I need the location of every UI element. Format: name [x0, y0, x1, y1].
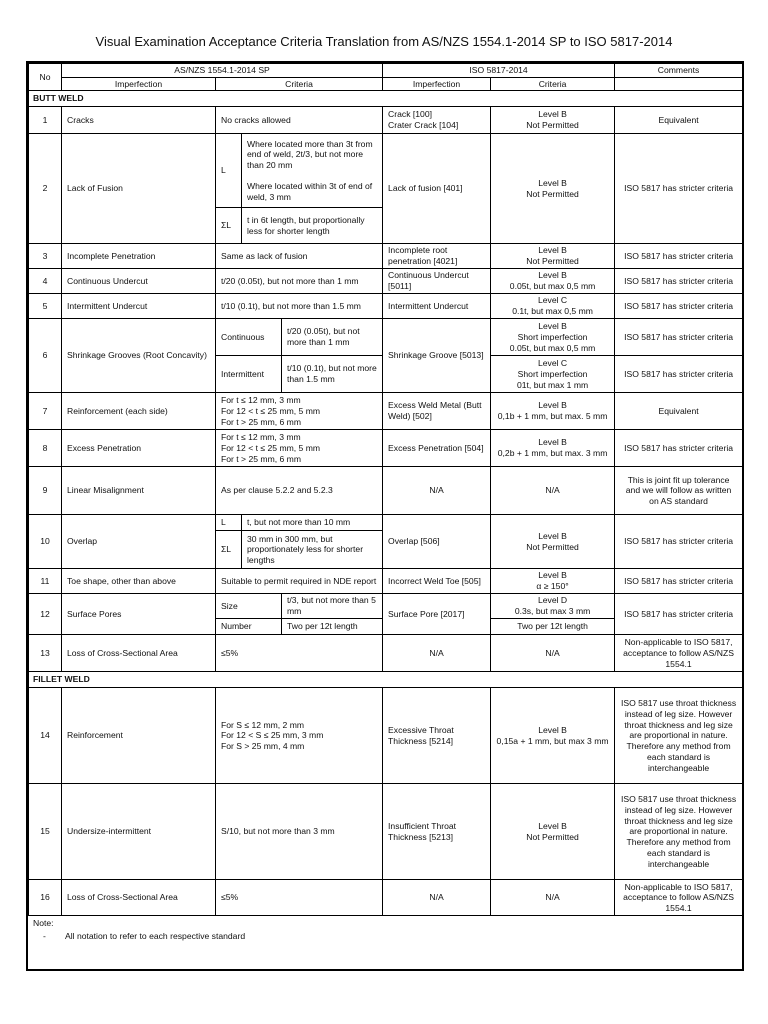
page-title: Visual Examination Acceptance Criteria Translation from AS/NZS 1554.1-2014 SP to ISO 5817-2014 — [95, 34, 673, 49]
row-no: 9 — [29, 467, 62, 515]
imperfection-cell: Shrinkage Grooves (Root Concavity) — [62, 319, 216, 393]
iso-criteria-cell: Level C Short imperfection 01t, but max 1 mm — [491, 356, 615, 393]
iso-criteria-cell: Level B Not Permitted — [491, 134, 615, 244]
iso-imperfection-cell: Incomplete root penetration [4021] — [383, 244, 491, 269]
iso-criteria-cell: Two per 12t length — [491, 619, 615, 635]
criteria-cell: As per clause 5.2.2 and 5.2.3 — [216, 467, 383, 515]
imperfection-cell: Reinforcement (each side) — [62, 393, 216, 430]
table-row — [29, 467, 743, 515]
row-no: 2 — [29, 134, 62, 244]
row-no: 5 — [29, 294, 62, 319]
sub-label: ΣL — [216, 208, 242, 244]
comment-cell: Equivalent — [615, 393, 743, 430]
imperfection-cell: Toe shape, other than above — [62, 569, 216, 594]
iso-criteria-cell: Level B Short imperfection 0.05t, but max 0,5 mm — [491, 319, 615, 356]
row-no: 15 — [29, 784, 62, 880]
row-no: 1 — [29, 107, 62, 134]
sub-label: Continuous — [216, 319, 282, 356]
table-row — [29, 107, 743, 134]
sub-label: Number — [216, 619, 282, 635]
comment-cell: Equivalent — [615, 107, 743, 134]
imperfection-cell: Incomplete Penetration — [62, 244, 216, 269]
note-dash: - — [43, 931, 46, 942]
table-row — [29, 134, 743, 208]
imperfection-cell: Continuous Undercut — [62, 269, 216, 294]
row-no: 6 — [29, 319, 62, 393]
criteria-cell: t/10 (0.1t), but not more than 1.5 mm — [216, 294, 383, 319]
sub-label: ΣL — [216, 531, 242, 569]
table-row — [29, 430, 743, 467]
header-as-criteria: Criteria — [216, 77, 383, 91]
table-row — [29, 569, 743, 594]
iso-imperfection-cell: Surface Pore [2017] — [383, 594, 491, 635]
criteria-cell: S/10, but not more than 3 mm — [216, 784, 383, 880]
sub-criteria: t/20 (0.05t), but not more than 1 mm — [282, 319, 383, 356]
table-row — [29, 688, 743, 784]
iso-criteria-cell: Level B Not Permitted — [491, 784, 615, 880]
imperfection-cell: Loss of Cross-Sectional Area — [62, 635, 216, 672]
header-comments: Comments — [615, 64, 743, 78]
imperfection-cell: Reinforcement — [62, 688, 216, 784]
criteria-cell: Suitable to permit required in NDE report — [216, 569, 383, 594]
imperfection-cell: Excess Penetration — [62, 430, 216, 467]
iso-imperfection-cell: N/A — [383, 635, 491, 672]
table-row — [29, 880, 743, 916]
comment-cell: ISO 5817 has stricter criteria — [615, 319, 743, 356]
iso-imperfection-cell: Crack [100] Crater Crack [104] — [383, 107, 491, 134]
iso-criteria-cell: Level C 0.1t, but max 0,5 mm — [491, 294, 615, 319]
iso-imperfection-cell: Excessive Throat Thickness [5214] — [383, 688, 491, 784]
table-row — [29, 594, 743, 619]
row-no: 10 — [29, 515, 62, 569]
table-row — [29, 515, 743, 531]
header-comments-blank — [615, 77, 743, 91]
note-section — [28, 916, 742, 952]
comment-cell: Non-applicable to ISO 5817, acceptance to follow AS/NZS 1554.1 — [615, 880, 743, 916]
row-no: 8 — [29, 430, 62, 467]
iso-criteria-cell: Level D 0.3s, but max 3 mm — [491, 594, 615, 619]
iso-criteria-cell: Level B Not Permitted — [491, 244, 615, 269]
iso-criteria-cell: Level B Not Permitted — [491, 107, 615, 134]
iso-imperfection-cell: Lack of fusion [401] — [383, 134, 491, 244]
iso-imperfection-cell: Excess Penetration [504] — [383, 430, 491, 467]
iso-imperfection-cell: N/A — [383, 880, 491, 916]
imperfection-cell: Lack of Fusion — [62, 134, 216, 244]
comment-cell: ISO 5817 has stricter criteria — [615, 569, 743, 594]
comment-cell: ISO 5817 has stricter criteria — [615, 515, 743, 569]
imperfection-cell: Linear Misalignment — [62, 467, 216, 515]
sub-label: Intermittent — [216, 356, 282, 393]
note-label: Note: — [33, 918, 54, 929]
iso-imperfection-cell: N/A — [383, 467, 491, 515]
row-no: 4 — [29, 269, 62, 294]
iso-criteria-cell: Level B 0,1b + 1 mm, but max. 5 mm — [491, 393, 615, 430]
row-no: 3 — [29, 244, 62, 269]
iso-criteria-cell: Level B α ≥ 150° — [491, 569, 615, 594]
sub-label: L — [216, 134, 242, 208]
imperfection-cell: Intermittent Undercut — [62, 294, 216, 319]
iso-imperfection-cell: Continuous Undercut [5011] — [383, 269, 491, 294]
comment-cell: ISO 5817 has stricter criteria — [615, 294, 743, 319]
comment-cell: Non-applicable to ISO 5817, acceptance to follow AS/NZS 1554.1 — [615, 635, 743, 672]
iso-imperfection-cell: Excess Weld Metal (Butt Weld) [502] — [383, 393, 491, 430]
imperfection-cell: Cracks — [62, 107, 216, 134]
comment-cell: ISO 5817 use throat thickness instead of leg size. However throat thickness and leg size are proportional in nature. Therefore any method from each standard is interchangeable — [615, 784, 743, 880]
header-iso-standard: ISO 5817-2014 — [383, 64, 615, 78]
header-as-imperfection: Imperfection — [62, 77, 216, 91]
row-no: 14 — [29, 688, 62, 784]
row-no: 12 — [29, 594, 62, 635]
iso-imperfection-cell: Insufficient Throat Thickness [5213] — [383, 784, 491, 880]
table-row — [29, 784, 743, 880]
iso-criteria-cell: Level B 0.05t, but max 0,5 mm — [491, 269, 615, 294]
criteria-table-frame — [26, 61, 744, 971]
iso-criteria-cell: N/A — [491, 880, 615, 916]
row-no: 11 — [29, 569, 62, 594]
table-row — [29, 393, 743, 430]
criteria-cell: No cracks allowed — [216, 107, 383, 134]
comment-cell: ISO 5817 has stricter criteria — [615, 269, 743, 294]
criteria-cell: Same as lack of fusion — [216, 244, 383, 269]
section-fillet-weld: FILLET WELD — [29, 672, 743, 688]
row-no: 7 — [29, 393, 62, 430]
sub-criteria: Two per 12t length — [282, 619, 383, 635]
row-no: 16 — [29, 880, 62, 916]
header-as-standard: AS/NZS 1554.1-2014 SP — [62, 64, 383, 78]
criteria-cell: t/20 (0.05t), but not more than 1 mm — [216, 269, 383, 294]
header-iso-imperfection: Imperfection — [383, 77, 491, 91]
criteria-cell: For t ≤ 12 mm, 3 mm For 12 < t ≤ 25 mm, 5 mm For t > 25 mm, 6 mm — [216, 393, 383, 430]
sub-criteria: t/10 (0.1t), but not more than 1.5 mm — [282, 356, 383, 393]
criteria-cell: For t ≤ 12 mm, 3 mm For 12 < t ≤ 25 mm, 5 mm For t > 25 mm, 6 mm — [216, 430, 383, 467]
iso-imperfection-cell: Intermittent Undercut — [383, 294, 491, 319]
comment-cell: ISO 5817 has stricter criteria — [615, 356, 743, 393]
sub-criteria: t, but not more than 10 mm — [242, 515, 383, 531]
comment-cell: ISO 5817 has stricter criteria — [615, 134, 743, 244]
comment-cell: ISO 5817 use throat thickness instead of leg size. However throat thickness and leg size are proportional in nature. Therefore any method from each standard is interchangeable — [615, 688, 743, 784]
note-text: All notation to refer to each respective standard — [65, 931, 246, 942]
iso-criteria-cell: Level B 0,2b + 1 mm, but max. 3 mm — [491, 430, 615, 467]
imperfection-cell: Overlap — [62, 515, 216, 569]
sub-criteria: 30 mm in 300 mm, but proportionately less for shorter lengths — [242, 531, 383, 569]
criteria-cell: ≤5% — [216, 880, 383, 916]
sub-criteria: t in 6t length, but proportionally less for shorter length — [242, 208, 383, 244]
iso-imperfection-cell: Shrinkage Groove [5013] — [383, 319, 491, 393]
iso-imperfection-cell: Overlap [506] — [383, 515, 491, 569]
table-row — [29, 269, 743, 294]
note-item — [33, 931, 737, 941]
table-row — [29, 244, 743, 269]
row-no: 13 — [29, 635, 62, 672]
section-butt-weld: BUTT WELD — [29, 91, 743, 107]
criteria-cell: For S ≤ 12 mm, 2 mm For 12 < S ≤ 25 mm, 3 mm For S > 25 mm, 4 mm — [216, 688, 383, 784]
comment-cell: ISO 5817 has stricter criteria — [615, 430, 743, 467]
comment-cell: This is joint fit up tolerance and we will follow as written on AS standard — [615, 467, 743, 515]
sub-label: Size — [216, 594, 282, 619]
iso-criteria-cell: Level B Not Permitted — [491, 515, 615, 569]
imperfection-cell: Loss of Cross-Sectional Area — [62, 880, 216, 916]
iso-criteria-cell: N/A — [491, 635, 615, 672]
header-iso-criteria: Criteria — [491, 77, 615, 91]
criteria-cell: ≤5% — [216, 635, 383, 672]
iso-criteria-cell: N/A — [491, 467, 615, 515]
comment-cell: ISO 5817 has stricter criteria — [615, 244, 743, 269]
iso-imperfection-cell: Incorrect Weld Toe [505] — [383, 569, 491, 594]
imperfection-cell: Undersize-intermittent — [62, 784, 216, 880]
sub-label: L — [216, 515, 242, 531]
table-row — [29, 319, 743, 356]
header-no: No — [29, 64, 62, 91]
criteria-table — [28, 63, 743, 916]
sub-criteria: Where located more than 3t from end of weld, 2t/3, but not more than 20 mm Where located within 3t of end of weld, 3 mm — [242, 134, 383, 208]
table-row — [29, 294, 743, 319]
table-row — [29, 635, 743, 672]
iso-criteria-cell: Level B 0,15a + 1 mm, but max 3 mm — [491, 688, 615, 784]
sub-criteria: t/3, but not more than 5 mm — [282, 594, 383, 619]
imperfection-cell: Surface Pores — [62, 594, 216, 635]
comment-cell: ISO 5817 has stricter criteria — [615, 594, 743, 635]
